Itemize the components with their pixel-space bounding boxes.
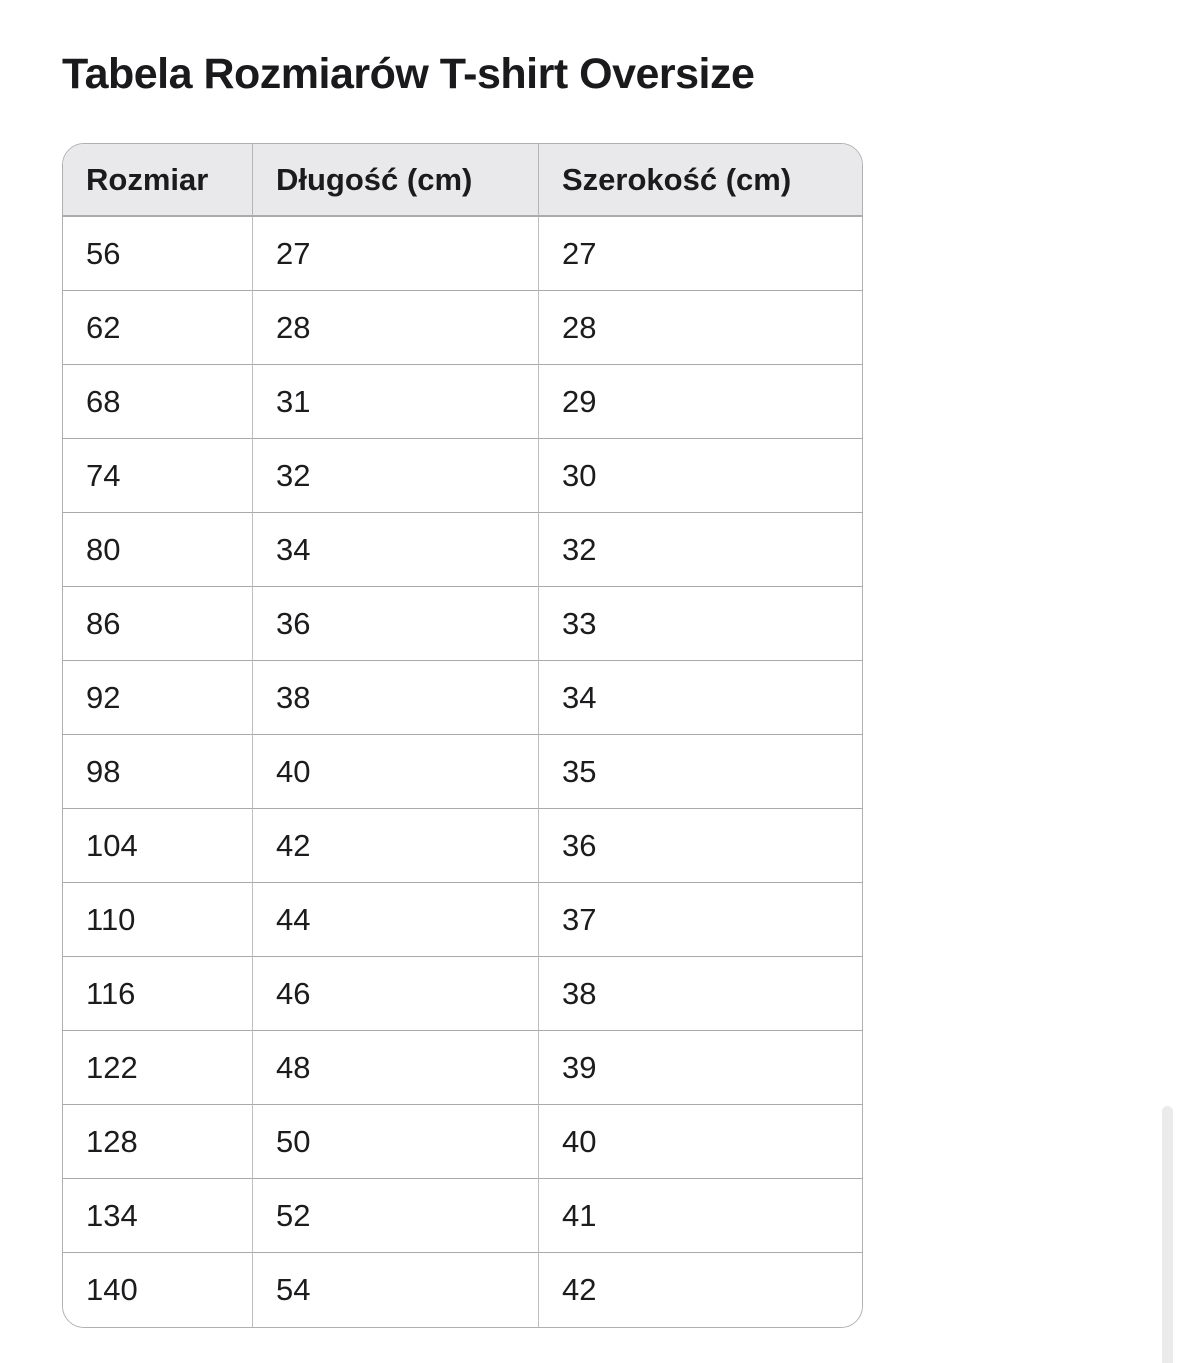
table-cell: 110 bbox=[63, 883, 253, 957]
table-row bbox=[63, 957, 862, 1031]
scrollbar-thumb[interactable] bbox=[1162, 1106, 1173, 1363]
table-cell: 56 bbox=[63, 217, 253, 291]
table-cell: 41 bbox=[539, 1179, 862, 1253]
table-row bbox=[63, 439, 862, 513]
table-cell: 36 bbox=[253, 587, 539, 661]
table-row bbox=[63, 1105, 862, 1179]
table-cell: 32 bbox=[253, 439, 539, 513]
table-row bbox=[63, 809, 862, 883]
table-row bbox=[63, 217, 862, 291]
table-cell: 39 bbox=[539, 1031, 862, 1105]
table-cell: 68 bbox=[63, 365, 253, 439]
table-row bbox=[63, 1179, 862, 1253]
table-cell: 34 bbox=[253, 513, 539, 587]
table-cell: 27 bbox=[253, 217, 539, 291]
table-cell: 42 bbox=[253, 809, 539, 883]
table-header-row bbox=[63, 144, 862, 217]
column-header-dlugosc: Długość (cm) bbox=[253, 144, 539, 217]
table-cell: 27 bbox=[539, 217, 862, 291]
table-cell: 128 bbox=[63, 1105, 253, 1179]
table-cell: 98 bbox=[63, 735, 253, 809]
table-cell: 116 bbox=[63, 957, 253, 1031]
table-cell: 134 bbox=[63, 1179, 253, 1253]
table-row bbox=[63, 291, 862, 365]
table-cell: 30 bbox=[539, 439, 862, 513]
table-cell: 74 bbox=[63, 439, 253, 513]
table-cell: 31 bbox=[253, 365, 539, 439]
table-cell: 52 bbox=[253, 1179, 539, 1253]
size-table bbox=[63, 144, 862, 1327]
table-cell: 40 bbox=[539, 1105, 862, 1179]
table-row bbox=[63, 735, 862, 809]
table-cell: 28 bbox=[539, 291, 862, 365]
table-cell: 140 bbox=[63, 1253, 253, 1327]
table-cell: 40 bbox=[253, 735, 539, 809]
table-cell: 29 bbox=[539, 365, 862, 439]
table-cell: 92 bbox=[63, 661, 253, 735]
table-cell: 54 bbox=[253, 1253, 539, 1327]
table-cell: 33 bbox=[539, 587, 862, 661]
table-body bbox=[63, 217, 862, 1327]
table-cell: 104 bbox=[63, 809, 253, 883]
table-cell: 122 bbox=[63, 1031, 253, 1105]
table-cell: 28 bbox=[253, 291, 539, 365]
table-cell: 37 bbox=[539, 883, 862, 957]
table-cell: 62 bbox=[63, 291, 253, 365]
table-cell: 80 bbox=[63, 513, 253, 587]
table-cell: 86 bbox=[63, 587, 253, 661]
table-cell: 36 bbox=[539, 809, 862, 883]
table-row bbox=[63, 1253, 862, 1327]
table-cell: 38 bbox=[539, 957, 862, 1031]
table-cell: 32 bbox=[539, 513, 862, 587]
table-cell: 35 bbox=[539, 735, 862, 809]
table-cell: 42 bbox=[539, 1253, 862, 1327]
table-row bbox=[63, 587, 862, 661]
table-cell: 50 bbox=[253, 1105, 539, 1179]
page-title: Tabela Rozmiarów T-shirt Oversize bbox=[62, 50, 755, 98]
table-row bbox=[63, 365, 862, 439]
table-row bbox=[63, 661, 862, 735]
table-cell: 44 bbox=[253, 883, 539, 957]
table-cell: 46 bbox=[253, 957, 539, 1031]
table-cell: 48 bbox=[253, 1031, 539, 1105]
table-row bbox=[63, 883, 862, 957]
column-header-szerokosc: Szerokość (cm) bbox=[539, 144, 862, 217]
table-cell: 38 bbox=[253, 661, 539, 735]
column-header-rozmiar: Rozmiar bbox=[63, 144, 253, 217]
table-row bbox=[63, 1031, 862, 1105]
size-table-container bbox=[62, 143, 863, 1328]
table-row bbox=[63, 513, 862, 587]
table-cell: 34 bbox=[539, 661, 862, 735]
